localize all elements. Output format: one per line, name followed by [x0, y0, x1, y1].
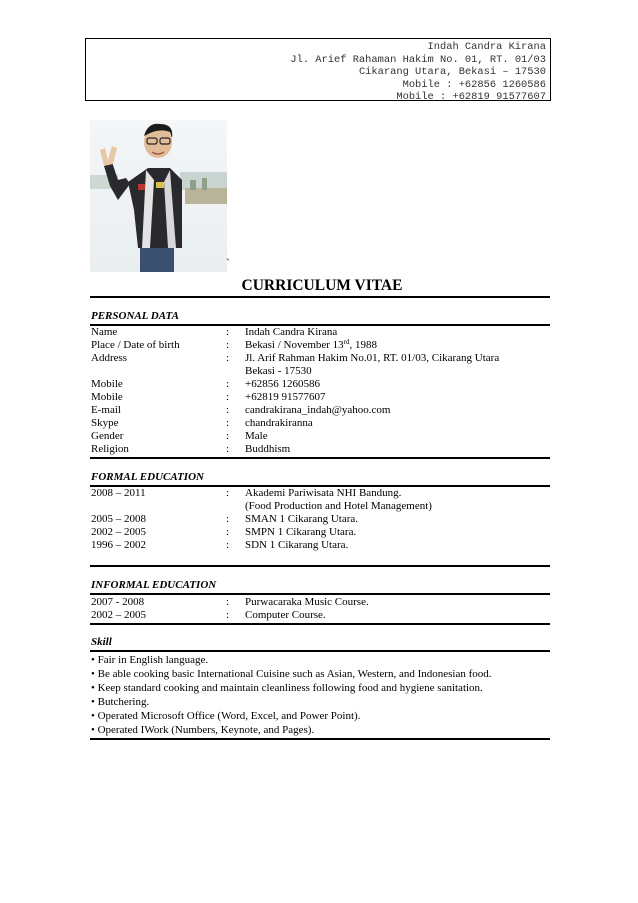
row-value: Male: [245, 430, 268, 442]
formal-education-heading: FORMAL EDUCATION: [91, 471, 204, 483]
skill-rule: [90, 650, 550, 652]
row-colon: :: [226, 596, 230, 608]
row-label: 2008 – 2011: [91, 487, 146, 499]
contact-header-box: [85, 38, 551, 104]
header-address-line2: Cikarang Utara, Bekasi – 17530: [358, 66, 546, 79]
row-value: Akademi Pariwisata NHI Bandung.: [245, 487, 402, 499]
row-value: (Food Production and Hotel Management): [245, 500, 432, 512]
row-colon: :: [226, 352, 230, 364]
header-mobile-1: Mobile : +62856 1260586: [402, 78, 546, 91]
row-label: Place / Date of birth: [91, 339, 180, 351]
row-colon: :: [226, 513, 230, 525]
row-value: Purwacaraka Music Course.: [245, 596, 369, 608]
row-colon: :: [226, 487, 230, 499]
title-rule: [90, 296, 550, 298]
row-label: Mobile: [91, 378, 123, 390]
row-value: +62856 1260586: [245, 378, 320, 390]
row-label: Mobile: [91, 391, 123, 403]
skill-item: • Be able cooking basic International Cuisine such as Asian, Western, and Indonesian food.: [91, 668, 492, 680]
birth-suffix: rd: [343, 338, 350, 346]
row-colon: :: [226, 391, 230, 403]
row-colon: :: [226, 430, 230, 442]
row-colon: :: [226, 339, 230, 351]
row-value: [245, 339, 377, 352]
row-label: Gender: [91, 430, 124, 442]
row-value: chandrakiranna: [245, 417, 313, 429]
row-colon: :: [226, 526, 230, 538]
row-value: Jl. Arif Rahman Hakim No.01, RT. 01/03, Cikarang Utara: [245, 352, 500, 364]
row-label: 1996 – 2002: [91, 539, 146, 551]
row-label: Religion: [91, 443, 129, 455]
row-label: Name: [91, 326, 118, 338]
skill-item: • Keep standard cooking and maintain cleanliness following food and hygiene sanitation.: [91, 682, 483, 694]
skill-end-rule: [90, 738, 550, 740]
stray-mark: `: [226, 256, 230, 270]
formal-education-end-rule: [90, 565, 550, 567]
page-title: CURRICULUM VITAE: [241, 277, 403, 294]
row-value: SMPN 1 Cikarang Utara.: [245, 526, 357, 538]
row-label: E-mail: [91, 404, 121, 416]
row-label: 2005 – 2008: [91, 513, 146, 525]
row-label: 2002 – 2005: [91, 526, 146, 538]
skill-heading: Skill: [91, 636, 112, 648]
row-label: 2002 – 2005: [91, 609, 146, 621]
row-colon: :: [226, 539, 230, 551]
row-colon: :: [226, 609, 230, 621]
row-value: Computer Course.: [245, 609, 326, 621]
profile-photo: [90, 120, 227, 272]
header-mobile-2: Mobile : +62819 91577607: [396, 91, 546, 104]
header-name: Indah Candra Kirana: [427, 41, 546, 53]
row-colon: :: [226, 378, 230, 390]
row-value: SMAN 1 Cikarang Utara.: [245, 513, 359, 525]
skill-item: • Operated IWork (Numbers, Keynote, and Pages).: [91, 724, 315, 736]
skill-item: • Butchering.: [91, 696, 150, 708]
row-value: Buddhism: [245, 443, 291, 455]
skill-item: • Operated Microsoft Office (Word, Excel, and Power Point).: [91, 710, 361, 722]
row-label: 2007 - 2008: [91, 596, 145, 608]
row-colon: :: [226, 404, 230, 416]
birth-value: Bekasi / November 13: [245, 339, 344, 351]
header-address-line1: Jl. Arief Rahaman Hakim No. 01, RT. 01/03: [290, 53, 546, 66]
row-value: SDN 1 Cikarang Utara.: [245, 539, 349, 551]
skill-item: • Fair in English language.: [91, 654, 209, 666]
row-label: Address: [91, 352, 128, 364]
informal-education-heading: INFORMAL EDUCATION: [91, 579, 217, 591]
row-value: Bekasi - 17530: [245, 365, 312, 377]
row-colon: :: [226, 443, 230, 455]
row-value: +62819 91577607: [245, 391, 326, 403]
birth-year: , 1988: [349, 339, 378, 351]
informal-education-end-rule: [90, 623, 550, 625]
row-colon: :: [226, 326, 230, 338]
row-value: Indah Candra Kirana: [245, 326, 338, 338]
personal-data-end-rule: [90, 457, 550, 459]
row-label: Skype: [91, 417, 119, 429]
personal-data-heading: PERSONAL DATA: [91, 310, 179, 322]
row-value: candrakirana_indah@yahoo.com: [245, 404, 391, 416]
row-colon: :: [226, 417, 230, 429]
informal-education-rule: [90, 593, 550, 595]
